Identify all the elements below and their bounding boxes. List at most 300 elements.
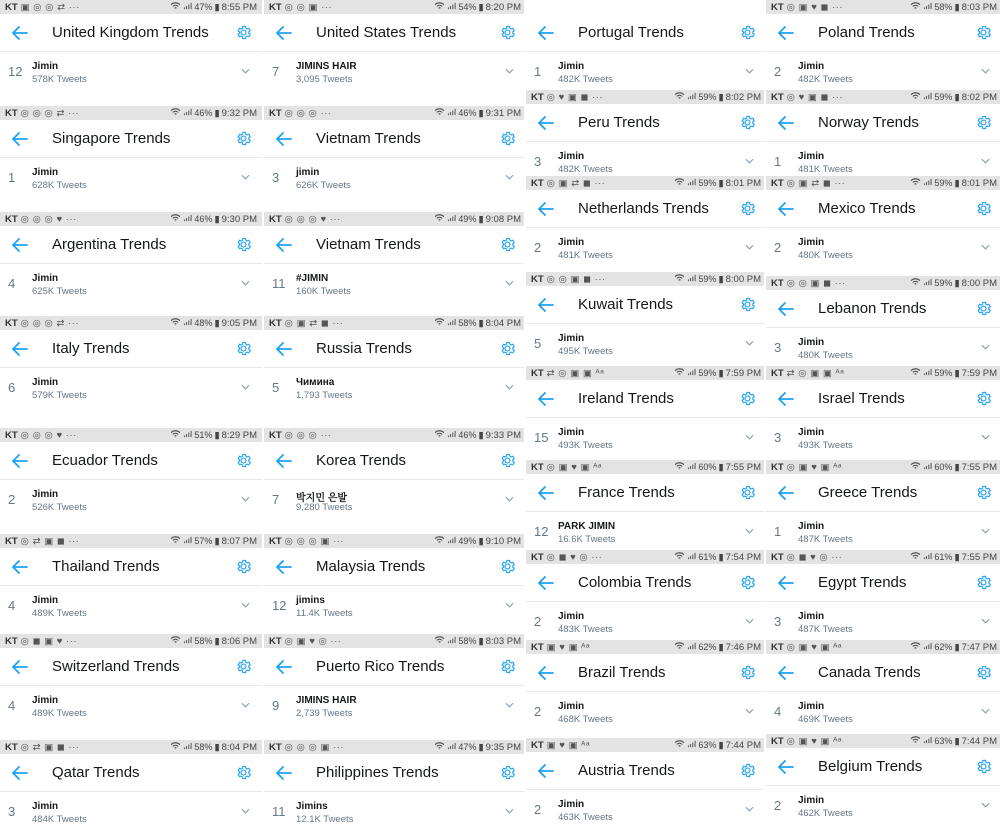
trend-rank: 3 [774, 430, 782, 445]
trend-row[interactable] [0, 586, 262, 626]
trend-rank: 12 [272, 598, 287, 613]
back-arrow-icon[interactable] [538, 764, 554, 778]
trend-name: jimin [296, 167, 320, 178]
wifi-icon [434, 430, 445, 441]
back-arrow-icon[interactable] [12, 132, 28, 146]
trends-title: Portugal Trends [578, 24, 684, 41]
trends-title: Philippines Trends [316, 764, 439, 781]
tweet-count: 526K Tweets [32, 502, 87, 513]
chevron-down-icon[interactable] [981, 237, 990, 243]
trends-header [526, 380, 766, 418]
trends-title: Russia Trends [316, 340, 412, 357]
battery-level: 47% [194, 2, 213, 12]
chevron-down-icon[interactable] [981, 611, 990, 617]
status-time: 8:06 PM [221, 635, 257, 647]
trend-rank: 1 [774, 154, 782, 169]
status-bar [526, 738, 766, 752]
trend-row[interactable] [766, 328, 1000, 368]
trend-row[interactable] [526, 324, 766, 364]
settings-gear-icon[interactable] [975, 664, 992, 681]
wifi-icon [674, 642, 685, 653]
notification-icons: ◎ ▣ ♥ ◼ ··· [786, 1, 844, 13]
trend-row[interactable] [526, 790, 766, 830]
trends-title: Vietnam Trends [316, 130, 421, 147]
battery-icon: ▮ [954, 367, 960, 379]
signal-icon [447, 636, 456, 647]
trends-tile [526, 738, 766, 830]
trends-header [0, 548, 262, 586]
trend-row[interactable] [0, 264, 262, 304]
trends-tile [766, 550, 1000, 642]
tweet-count: 462K Tweets [798, 808, 853, 819]
settings-gear-icon[interactable] [499, 236, 516, 253]
battery-icon: ▮ [478, 213, 484, 225]
settings-gear-icon[interactable] [975, 114, 992, 131]
trends-title: Belgium Trends [818, 758, 923, 775]
back-arrow-icon[interactable] [276, 26, 292, 40]
trend-row[interactable] [0, 368, 262, 408]
trends-tile [0, 0, 262, 92]
back-arrow-icon[interactable] [12, 342, 28, 356]
status-time: 8:04 PM [221, 741, 257, 753]
chevron-down-icon[interactable] [241, 167, 250, 173]
chevron-down-icon[interactable] [241, 595, 250, 601]
chevron-down-icon[interactable] [505, 167, 514, 173]
chevron-down-icon[interactable] [981, 427, 990, 433]
settings-gear-icon[interactable] [235, 236, 252, 253]
back-arrow-icon[interactable] [538, 298, 554, 312]
tweet-count: 625K Tweets [32, 286, 87, 297]
trend-rank: 3 [8, 804, 16, 819]
trend-row[interactable] [766, 52, 1000, 92]
tweet-count: 160K Tweets [296, 286, 351, 297]
notification-icons: ◎ ◎ ◎ ♥ ··· [284, 213, 341, 225]
back-arrow-icon[interactable] [276, 132, 292, 146]
battery-icon: ▮ [954, 641, 960, 653]
back-arrow-icon[interactable] [538, 202, 554, 216]
status-time: 7:59 PM [961, 367, 997, 379]
chevron-down-icon[interactable] [241, 377, 250, 383]
carrier-label: KT [531, 739, 544, 751]
carrier-label: KT [5, 317, 18, 329]
trend-rank: 5 [272, 380, 280, 395]
signal-icon [687, 740, 696, 751]
status-bar [0, 316, 262, 330]
chevron-down-icon[interactable] [241, 489, 250, 495]
chevron-down-icon[interactable] [745, 61, 754, 67]
settings-gear-icon[interactable] [499, 764, 516, 781]
trend-rank: 11 [272, 276, 286, 291]
trend-name: Jimin [798, 701, 825, 712]
battery-level: 57% [194, 536, 213, 546]
settings-gear-icon[interactable] [499, 340, 516, 357]
wifi-icon [434, 214, 445, 225]
carrier-label: KT [531, 367, 544, 379]
chevron-down-icon[interactable] [981, 795, 990, 801]
signal-icon [923, 92, 932, 103]
back-arrow-icon[interactable] [12, 660, 28, 674]
settings-gear-icon[interactable] [739, 484, 756, 501]
back-arrow-icon[interactable] [778, 760, 794, 774]
trends-title: Qatar Trends [52, 764, 140, 781]
trend-name: Jimin [798, 795, 825, 806]
chevron-down-icon[interactable] [745, 151, 754, 157]
settings-gear-icon[interactable] [739, 24, 756, 41]
back-arrow-icon[interactable] [12, 454, 28, 468]
settings-gear-icon[interactable] [739, 762, 756, 779]
battery-level: 59% [934, 368, 953, 378]
status-bar [526, 460, 766, 474]
signal-icon [183, 430, 192, 441]
back-arrow-icon[interactable] [276, 454, 292, 468]
status-bar [0, 634, 262, 648]
back-arrow-icon[interactable] [778, 486, 794, 500]
trend-row[interactable] [526, 228, 766, 268]
status-bar [264, 740, 526, 754]
chevron-down-icon[interactable] [241, 695, 250, 701]
signal-icon [183, 318, 192, 329]
carrier-label: KT [269, 741, 282, 753]
chevron-down-icon[interactable] [745, 701, 754, 707]
trends-header [766, 748, 1000, 786]
status-time: 9:33 PM [485, 429, 521, 441]
trend-rank: 6 [8, 380, 16, 395]
trends-header [264, 548, 526, 586]
chevron-down-icon[interactable] [981, 61, 990, 67]
trend-rank: 1 [534, 64, 542, 79]
trend-row[interactable] [264, 264, 526, 304]
notification-icons: ⇄ ◎ ▣ ▣ ᴬᵃ [546, 367, 605, 379]
screenshot-column [262, 0, 526, 835]
trend-row[interactable] [0, 686, 262, 726]
wifi-icon [910, 642, 921, 653]
carrier-label: KT [5, 1, 18, 13]
trends-tile [264, 316, 526, 408]
trend-row[interactable] [264, 686, 526, 726]
trend-row[interactable] [264, 52, 526, 92]
back-arrow-icon[interactable] [276, 560, 292, 574]
trend-row[interactable] [766, 786, 1000, 826]
trend-row[interactable] [526, 692, 766, 732]
status-bar [0, 534, 262, 548]
status-bar [0, 106, 262, 120]
chevron-down-icon[interactable] [505, 595, 514, 601]
status-bar [526, 90, 766, 104]
trends-title: United Kingdom Trends [52, 24, 209, 41]
chevron-down-icon[interactable] [505, 377, 514, 383]
trend-row[interactable] [264, 368, 526, 408]
trends-header [264, 648, 526, 686]
status-bar [0, 428, 262, 442]
back-arrow-icon[interactable] [12, 26, 28, 40]
carrier-label: KT [531, 461, 544, 473]
settings-gear-icon[interactable] [235, 764, 252, 781]
battery-level: 51% [194, 430, 213, 440]
back-arrow-icon[interactable] [778, 392, 794, 406]
chevron-down-icon[interactable] [241, 61, 250, 67]
trend-rank: 4 [8, 276, 16, 291]
back-arrow-icon[interactable] [12, 766, 28, 780]
status-time: 8:02 PM [961, 91, 997, 103]
trend-row[interactable] [264, 480, 526, 520]
status-time: 9:31 PM [485, 107, 521, 119]
chevron-down-icon[interactable] [505, 801, 514, 807]
battery-level: 58% [458, 636, 477, 646]
back-arrow-icon[interactable] [538, 26, 554, 40]
notification-icons: ◎ ▣ ⇄ ◼ ··· [786, 177, 846, 189]
chevron-down-icon[interactable] [745, 427, 754, 433]
trend-row[interactable] [766, 692, 1000, 732]
trend-rank: 4 [8, 698, 16, 713]
back-arrow-icon[interactable] [276, 342, 292, 356]
trend-name: jimins [296, 595, 325, 606]
battery-icon: ▮ [214, 741, 220, 753]
settings-gear-icon[interactable] [235, 340, 252, 357]
settings-gear-icon[interactable] [975, 300, 992, 317]
settings-gear-icon[interactable] [739, 114, 756, 131]
battery-level: 60% [934, 462, 953, 472]
trend-rank: 12 [8, 64, 23, 79]
trends-tile [264, 212, 526, 304]
settings-gear-icon[interactable] [499, 452, 516, 469]
chevron-down-icon[interactable] [241, 273, 250, 279]
battery-icon: ▮ [214, 107, 220, 119]
trends-header [0, 226, 262, 264]
battery-level: 47% [458, 742, 477, 752]
trend-rank: 15 [534, 430, 549, 445]
trend-row[interactable] [264, 158, 526, 198]
settings-gear-icon[interactable] [739, 390, 756, 407]
status-bar [264, 316, 526, 330]
battery-level: 59% [934, 278, 953, 288]
chevron-down-icon[interactable] [981, 337, 990, 343]
battery-icon: ▮ [954, 1, 960, 13]
tweet-count: 481K Tweets [798, 164, 853, 175]
back-arrow-icon[interactable] [778, 576, 794, 590]
trends-tile [264, 106, 526, 198]
wifi-icon [170, 742, 181, 753]
status-bar [264, 212, 526, 226]
trend-name: JIMINS HAIR [296, 61, 357, 72]
trends-header [0, 754, 262, 792]
notification-icons: ◎ ▣ ♥ ▣ ᴬᵃ [786, 735, 842, 747]
signal-icon [923, 552, 932, 563]
tweet-count: 482K Tweets [558, 74, 613, 85]
settings-gear-icon[interactable] [975, 484, 992, 501]
trend-name: #JIMIN [296, 273, 329, 284]
tweet-count: 481K Tweets [558, 250, 613, 261]
notification-icons: ◎ ⇄ ▣ ◼ ··· [20, 535, 80, 547]
trends-header [0, 648, 262, 686]
back-arrow-icon[interactable] [778, 26, 794, 40]
trend-row[interactable] [526, 512, 766, 552]
back-arrow-icon[interactable] [276, 238, 292, 252]
trend-name: Jimin [798, 61, 825, 72]
chevron-down-icon[interactable] [505, 273, 514, 279]
trend-row[interactable] [526, 602, 766, 642]
settings-gear-icon[interactable] [235, 452, 252, 469]
settings-gear-icon[interactable] [499, 658, 516, 675]
settings-gear-icon[interactable] [975, 390, 992, 407]
chevron-down-icon[interactable] [981, 151, 990, 157]
trend-rank: 3 [272, 170, 280, 185]
chevron-down-icon[interactable] [745, 611, 754, 617]
status-bar [0, 740, 262, 754]
notification-icons: ◎ ◼ ▣ ♥ ··· [20, 635, 78, 647]
settings-gear-icon[interactable] [499, 24, 516, 41]
signal-icon [923, 642, 932, 653]
trend-row[interactable] [264, 586, 526, 626]
chevron-down-icon[interactable] [745, 237, 754, 243]
trends-tile [526, 550, 766, 642]
trends-title: Norway Trends [818, 114, 919, 131]
back-arrow-icon[interactable] [538, 392, 554, 406]
trends-tile [0, 740, 262, 832]
settings-gear-icon[interactable] [739, 574, 756, 591]
settings-gear-icon[interactable] [739, 200, 756, 217]
trends-title: Ireland Trends [578, 390, 674, 407]
signal-icon [447, 430, 456, 441]
battery-level: 58% [194, 636, 213, 646]
chevron-down-icon[interactable] [981, 521, 990, 527]
back-arrow-icon[interactable] [778, 202, 794, 216]
status-bar [526, 550, 766, 564]
settings-gear-icon[interactable] [499, 130, 516, 147]
back-arrow-icon[interactable] [538, 116, 554, 130]
trends-header [766, 564, 1000, 602]
wifi-icon [674, 92, 685, 103]
trend-name: Jimin [32, 273, 59, 284]
notification-icons: ◎ ▣ ♥ ◎ ··· [284, 635, 342, 647]
settings-gear-icon[interactable] [975, 24, 992, 41]
trend-name: Jimin [32, 595, 59, 606]
trend-rank: 2 [534, 802, 542, 817]
settings-gear-icon[interactable] [739, 296, 756, 313]
notification-icons: ◎ ◎ ◎ ··· [284, 429, 332, 441]
carrier-label: KT [269, 535, 282, 547]
trend-rank: 4 [8, 598, 16, 613]
status-time: 9:08 PM [485, 213, 521, 225]
trend-row[interactable] [766, 418, 1000, 458]
wifi-icon [674, 274, 685, 285]
settings-gear-icon[interactable] [975, 200, 992, 217]
chevron-down-icon[interactable] [745, 333, 754, 339]
battery-level: 58% [194, 742, 213, 752]
chevron-down-icon[interactable] [505, 489, 514, 495]
back-arrow-icon[interactable] [778, 666, 794, 680]
carrier-label: KT [5, 535, 18, 547]
trends-tile [766, 276, 1000, 368]
status-time: 7:44 PM [961, 735, 997, 747]
trend-row[interactable] [526, 52, 766, 92]
settings-gear-icon[interactable] [235, 658, 252, 675]
notification-icons: ◎ ◎ ▣ ◼ ··· [786, 277, 846, 289]
status-bar [264, 106, 526, 120]
trend-rank: 2 [774, 240, 782, 255]
chevron-down-icon[interactable] [505, 61, 514, 67]
back-arrow-icon[interactable] [12, 238, 28, 252]
trends-tile [526, 460, 766, 552]
signal-icon [923, 462, 932, 473]
notification-icons: ▣ ◎ ◎ ⇄ ··· [20, 1, 80, 13]
back-arrow-icon[interactable] [538, 666, 554, 680]
settings-gear-icon[interactable] [739, 664, 756, 681]
tweet-count: 484K Tweets [32, 814, 87, 825]
status-bar [264, 428, 526, 442]
trend-row[interactable] [526, 418, 766, 458]
trends-header [0, 442, 262, 480]
trend-row[interactable] [766, 602, 1000, 642]
back-arrow-icon[interactable] [276, 660, 292, 674]
trend-row[interactable] [766, 228, 1000, 268]
status-bar [766, 734, 1000, 748]
settings-gear-icon[interactable] [235, 24, 252, 41]
trend-row[interactable] [264, 792, 526, 832]
trends-tile [766, 460, 1000, 552]
notification-icons: ◎ ♥ ▣ ◼ ··· [546, 91, 604, 103]
signal-icon [687, 274, 696, 285]
tweet-count: 468K Tweets [558, 714, 613, 725]
wifi-icon [170, 108, 181, 119]
back-arrow-icon[interactable] [778, 302, 794, 316]
carrier-label: KT [269, 107, 282, 119]
back-arrow-icon[interactable] [12, 560, 28, 574]
tweet-count: 482K Tweets [558, 164, 613, 175]
trend-row[interactable] [766, 512, 1000, 552]
status-time: 8:00 PM [961, 277, 997, 289]
chevron-down-icon[interactable] [241, 801, 250, 807]
wifi-icon [170, 2, 181, 13]
battery-level: 61% [934, 552, 953, 562]
back-arrow-icon[interactable] [538, 576, 554, 590]
settings-gear-icon[interactable] [975, 574, 992, 591]
trends-title: Egypt Trends [818, 574, 907, 591]
settings-gear-icon[interactable] [499, 558, 516, 575]
settings-gear-icon[interactable] [235, 130, 252, 147]
trends-tile [766, 176, 1000, 268]
trends-header [526, 104, 766, 142]
settings-gear-icon[interactable] [975, 758, 992, 775]
battery-level: 59% [698, 368, 717, 378]
wifi-icon [434, 108, 445, 119]
back-arrow-icon[interactable] [778, 116, 794, 130]
chevron-down-icon[interactable] [745, 799, 754, 805]
status-time: 7:47 PM [961, 641, 997, 653]
trend-row[interactable] [0, 480, 262, 520]
trends-title: Israel Trends [818, 390, 905, 407]
trend-row[interactable] [0, 792, 262, 832]
status-time: 8:03 PM [961, 1, 997, 13]
trend-name: Jimins [296, 801, 328, 812]
trend-name: 박지민 은발 [296, 493, 348, 504]
chevron-down-icon[interactable] [505, 695, 514, 701]
status-bar [766, 460, 1000, 474]
carrier-label: KT [269, 1, 282, 13]
trend-rank: 3 [774, 340, 782, 355]
back-arrow-icon[interactable] [276, 766, 292, 780]
trend-row[interactable] [0, 158, 262, 198]
trend-row[interactable] [0, 52, 262, 92]
status-bar [0, 212, 262, 226]
settings-gear-icon[interactable] [235, 558, 252, 575]
trends-title: Kuwait Trends [578, 296, 674, 313]
chevron-down-icon[interactable] [745, 521, 754, 527]
back-arrow-icon[interactable] [538, 486, 554, 500]
wifi-icon [170, 430, 181, 441]
battery-icon: ▮ [954, 735, 960, 747]
chevron-down-icon[interactable] [981, 701, 990, 707]
status-time: 8:03 PM [485, 635, 521, 647]
